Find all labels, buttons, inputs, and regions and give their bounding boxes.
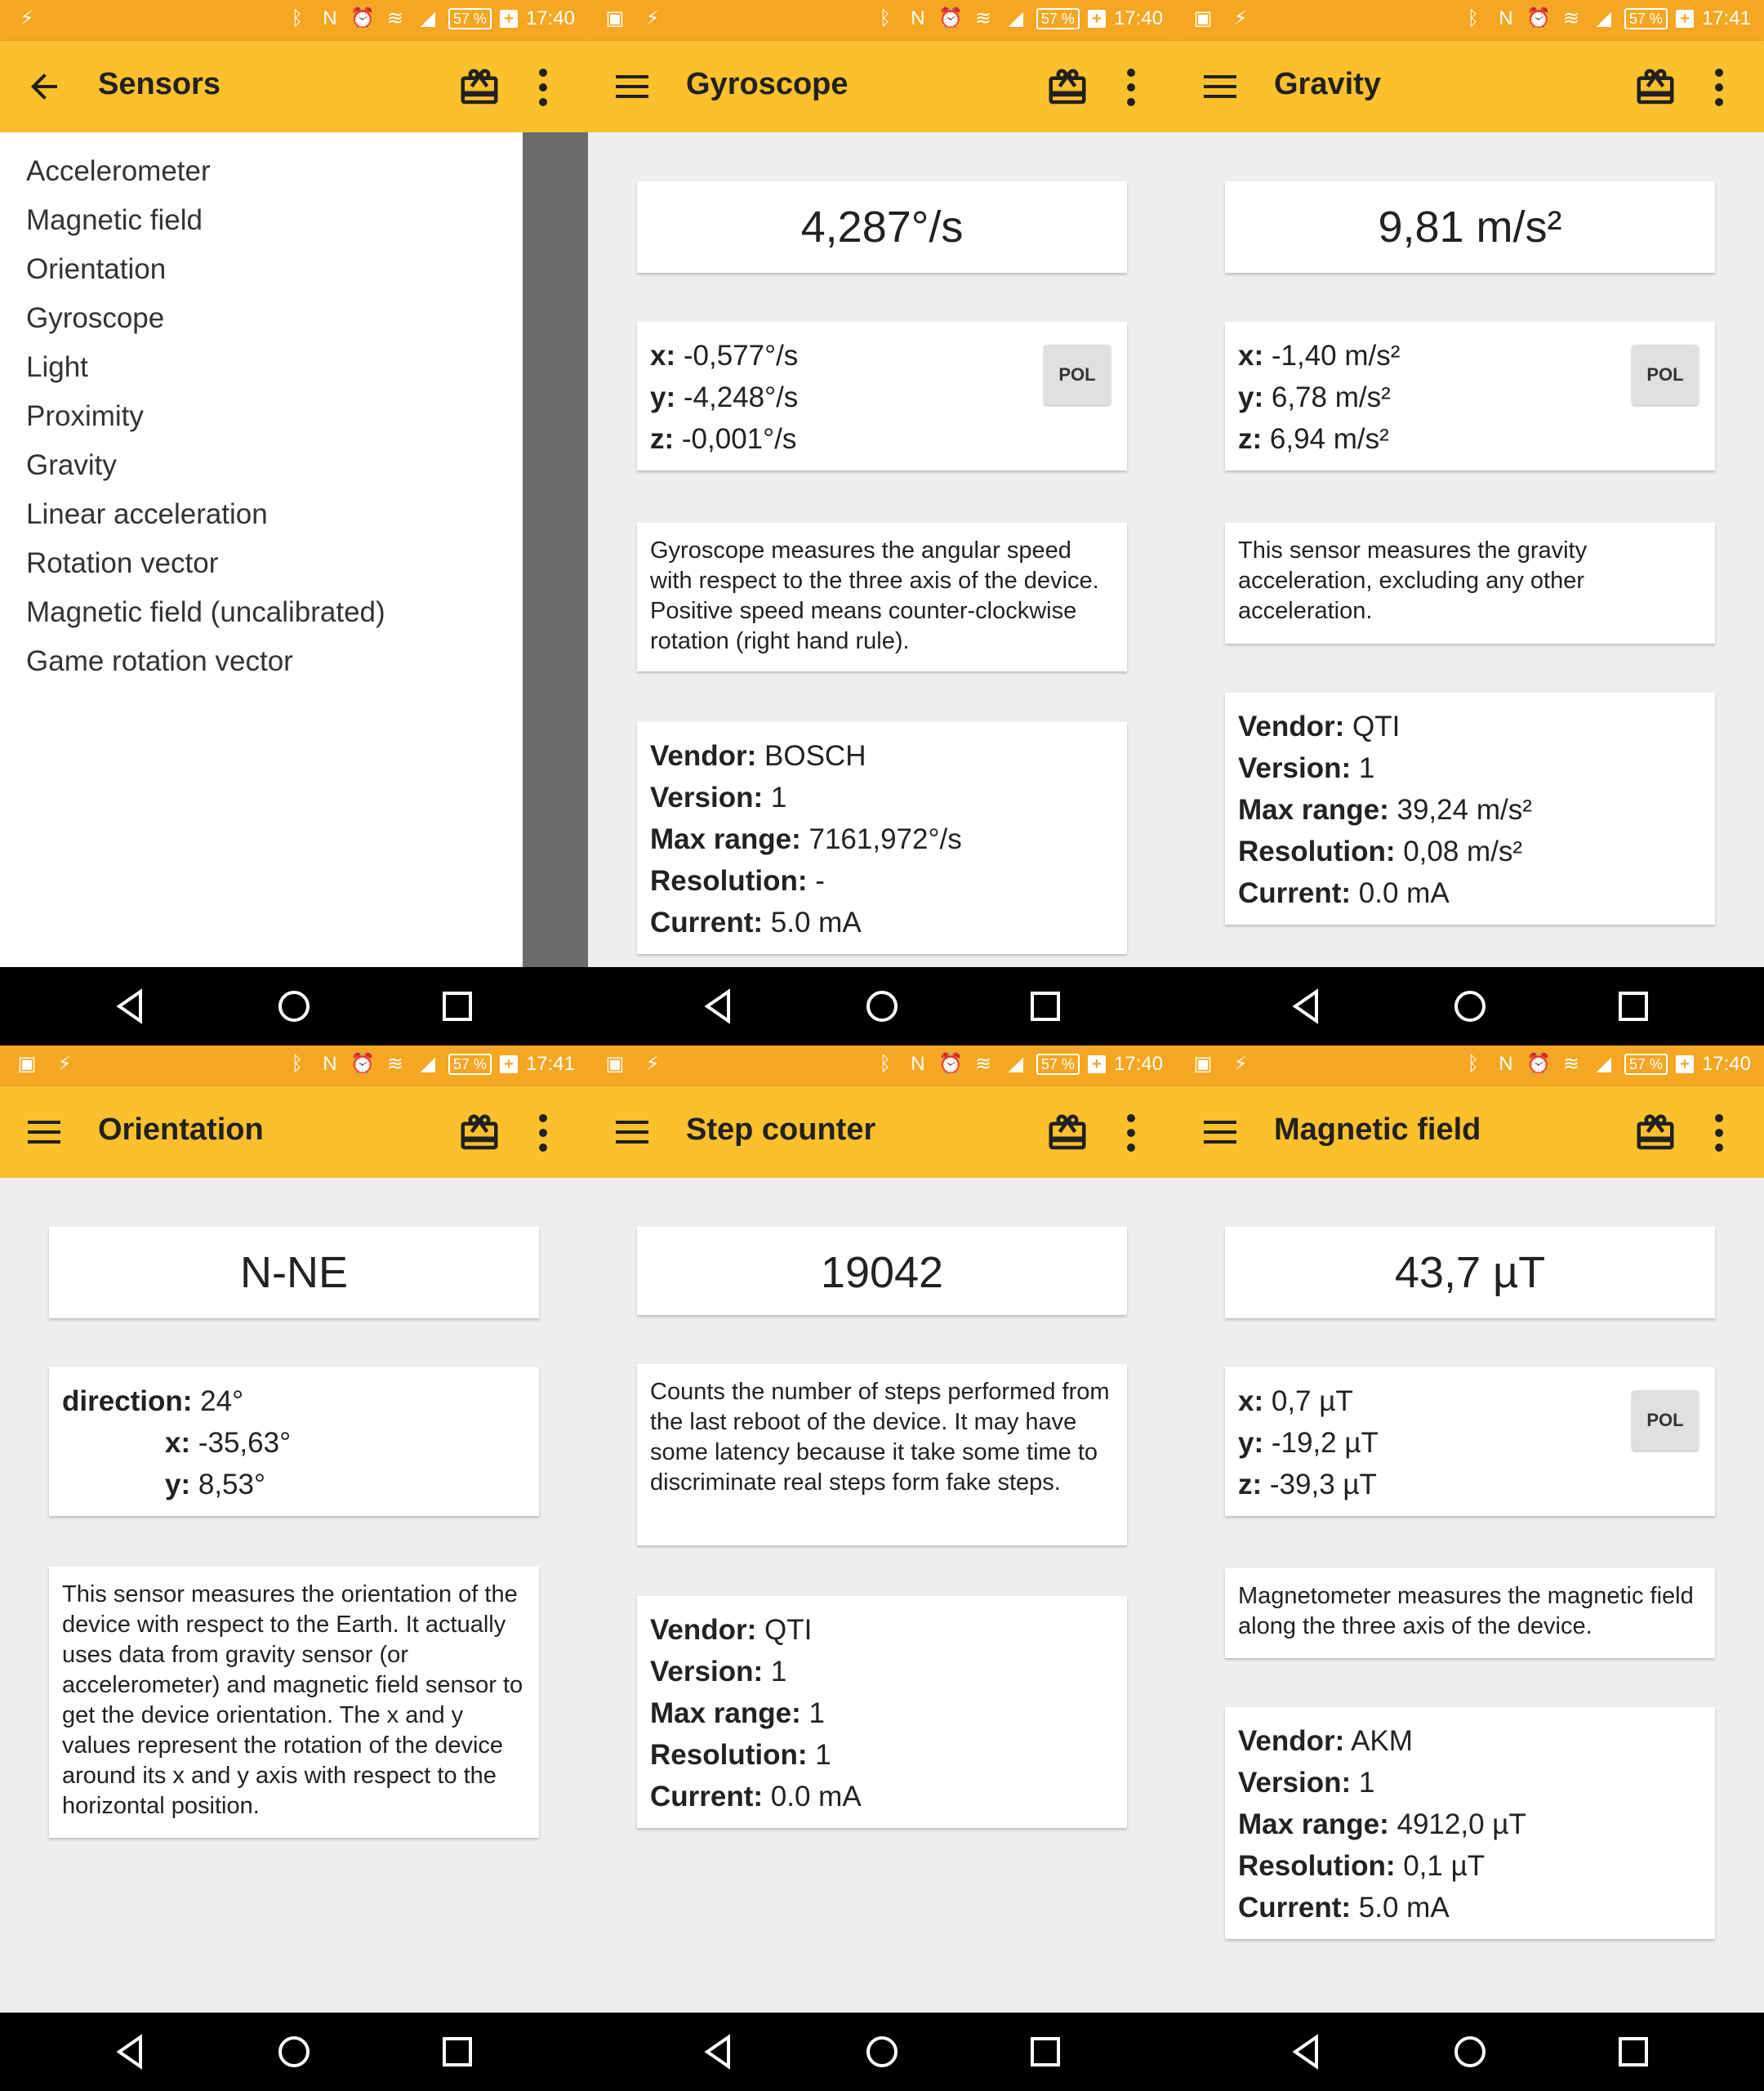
version-label: Version: [650,1656,764,1688]
gift-icon[interactable] [1633,65,1677,109]
current-label: Current: [650,907,764,938]
more-vert-icon[interactable] [1119,65,1143,109]
value-card [637,1227,1127,1315]
battery-plus-icon: + [500,10,518,28]
current-row [1238,872,1702,914]
screen-gyroscope [588,0,1176,1046]
axis-z-label: z: [650,423,675,455]
max-range-value: 4912,0 µT [1388,1808,1526,1840]
sensor-description: Gyroscope measures the angular speed with respect to the three axis of the device. Positive speed means counter-clockwise rotation (right hand rule). [650,537,1099,654]
more-vert-icon[interactable] [531,1111,555,1155]
resolution-row [1238,831,1702,872]
page-title: Gyroscope [686,67,849,101]
wifi-icon: ≋ [974,7,991,29]
value-card [49,1227,539,1318]
drawer-item-game-rotation-vector[interactable]: Game rotation vector [26,645,293,677]
drawer-item-rotation-vector[interactable]: Rotation vector [26,547,219,579]
sensor-value: 9,81 m/s² [1378,203,1562,252]
wifi-icon: ≋ [974,1053,991,1075]
app-bar [588,41,1176,132]
axis-card [49,1367,539,1516]
axis-x-value: 0,7 µT [1263,1385,1353,1417]
resolution-row [650,860,1114,902]
bluetooth-icon: ᛒ [879,1053,892,1075]
resolution-label: Resolution: [1238,836,1396,867]
status-bar [1176,1046,1764,1086]
version-value: 1 [763,1656,787,1688]
drawer-item-proximity[interactable]: Proximity [26,400,144,432]
system-nav-bar [1176,967,1764,1046]
clock: 17:40 [525,7,575,29]
alarm-icon: ⏰ [1526,1053,1551,1075]
current-label: Current: [650,1781,764,1812]
max-range-row [1238,1803,1702,1845]
axis-y-value: -4,248°/s [675,381,799,413]
status-bar [0,1046,588,1086]
alarm-icon: ⏰ [350,7,375,29]
nfc-icon: Ν [911,1053,925,1075]
max-range-label: Max range: [1238,794,1389,826]
axis-x-label: x: [650,340,676,372]
app-bar [0,1086,588,1178]
pol-button[interactable]: POL [1044,345,1111,405]
nfc-icon: Ν [1499,7,1513,29]
bolt-icon: ⚡ [1233,7,1248,29]
more-vert-icon[interactable] [1119,1111,1143,1155]
battery-indicator: 57 % [448,1054,492,1075]
bluetooth-icon: ᛒ [1467,1053,1480,1075]
drawer-item-magnetic-field-uncalibrated[interactable]: Magnetic field (uncalibrated) [26,596,385,628]
app-bar [1176,41,1764,132]
resolution-label: Resolution: [650,865,808,897]
nav-back-icon[interactable] [1287,2032,1326,2071]
wifi-icon: ≋ [1562,7,1579,29]
value-card [637,181,1127,273]
status-bar [1176,0,1764,41]
system-nav-bar [0,967,588,1046]
bolt-icon: ⚡ [645,1053,660,1075]
bluetooth-icon: ᛒ [1467,7,1480,29]
drawer-item-orientation[interactable]: Orientation [26,253,167,285]
nav-back-icon[interactable] [1287,987,1326,1026]
status-bar [0,0,588,41]
axis-card [1225,322,1715,470]
resolution-value: 0,1 µT [1395,1850,1486,1882]
nav-recents-icon[interactable] [1026,2032,1065,2071]
description-card [637,523,1127,671]
vendor-label: Vendor: [1238,711,1345,742]
version-row [1238,747,1702,789]
vendor-label: Vendor: [1238,1725,1345,1757]
max-range-value: 39,24 m/s² [1388,794,1532,826]
vendor-label: Vendor: [650,1614,757,1646]
nav-home-icon[interactable] [862,987,902,1026]
version-value: 1 [763,782,787,814]
axis-x-label: x: [1238,1385,1264,1417]
max-range-value: 7161,972°/s [800,823,962,855]
battery-plus-icon: + [1088,10,1106,28]
image-icon: ▣ [1193,1053,1213,1075]
sensor-info-card [1225,1707,1715,1939]
axis-y-value: 6,78 m/s² [1263,381,1391,413]
current-value: 0.0 mA [1351,877,1450,909]
resolution-value: 1 [807,1739,831,1771]
direction-label: direction: [62,1385,193,1417]
axis-z-row [650,418,1114,460]
bolt-icon: ⚡ [57,1053,72,1075]
axis-x-label: x: [1238,340,1264,372]
max-range-row [1238,789,1702,831]
description-card [1225,523,1715,644]
description-card [1225,1568,1715,1658]
max-range-label: Max range: [650,823,801,855]
system-nav-bar [0,2013,588,2091]
battery-indicator: 57 % [1036,8,1080,29]
alarm-icon: ⏰ [1526,7,1551,29]
axis-z-row [1238,1464,1702,1505]
page-title: Step counter [686,1112,876,1147]
axis-y-value: -19,2 µT [1263,1427,1379,1459]
nav-recents-icon[interactable] [1026,987,1065,1026]
nav-home-icon[interactable] [274,987,314,1026]
version-label: Version: [1238,1767,1352,1799]
battery-indicator: 57 % [1036,1054,1080,1075]
menu-icon[interactable] [612,1112,652,1152]
vendor-row [650,1609,1114,1651]
nfc-icon: Ν [323,1053,337,1075]
menu-icon[interactable] [1200,67,1240,106]
gift-icon[interactable] [1045,1111,1089,1155]
resolution-row [1238,1845,1702,1887]
current-label: Current: [1238,1892,1352,1924]
resolution-label: Resolution: [1238,1850,1396,1882]
max-range-row [650,1692,1114,1734]
signal-icon: ◢ [1008,7,1024,29]
page-title: Orientation [98,1112,264,1147]
screen-sensors [0,0,588,1046]
current-value: 5.0 mA [763,907,862,938]
wifi-icon: ≋ [386,7,403,29]
description-card [637,1364,1127,1545]
battery-plus-icon: + [1676,10,1694,28]
sensor-content [588,1178,1176,2013]
sensor-content [1176,1178,1764,2013]
axis-y-label: y: [1238,1427,1264,1459]
axis-z-value: -0,001°/s [674,423,797,455]
nav-back-icon[interactable] [699,2032,738,2071]
bluetooth-icon: ᛒ [291,7,304,29]
vendor-value: AKM [1344,1725,1413,1757]
version-row [650,1651,1114,1692]
version-label: Version: [650,782,764,814]
axis-x-value: -1,40 m/s² [1263,340,1401,372]
app-bar [588,1086,1176,1178]
sensor-value: 43,7 µT [1394,1248,1546,1297]
version-row [650,777,1114,818]
clock: 17:40 [1701,1053,1751,1075]
system-nav-bar [1176,2013,1764,2091]
resolution-label: Resolution: [650,1739,808,1771]
drawer-item-gravity[interactable]: Gravity [26,449,117,481]
battery-plus-icon: + [1088,1055,1106,1073]
resolution-value: 0,08 m/s² [1395,836,1523,867]
vendor-row [1238,706,1702,747]
status-bar [588,1046,1176,1086]
nfc-icon: Ν [911,7,925,29]
vendor-row [650,735,1114,777]
clock: 17:41 [1701,7,1751,29]
sensor-description: This sensor measures the gravity acceleration, excluding any other acceleration. [1238,537,1588,624]
axis-y-value: 8,53° [190,1469,265,1500]
sensor-info-card [1225,693,1715,925]
gift-icon[interactable] [457,65,501,109]
description-card [49,1567,539,1838]
nfc-icon: Ν [323,7,337,29]
axis-z-value: 6,94 m/s² [1262,423,1389,455]
sensor-info-card [637,1596,1127,1828]
image-icon: ▣ [605,1053,625,1075]
signal-icon: ◢ [1596,1053,1612,1075]
value-card [1225,1227,1715,1318]
signal-icon: ◢ [1596,7,1612,29]
vendor-value: BOSCH [756,740,866,772]
nav-recents-icon[interactable] [438,2032,477,2071]
nav-back-icon[interactable] [111,987,150,1026]
current-value: 0.0 mA [763,1781,862,1812]
clock: 17:40 [1113,7,1163,29]
current-row [650,1776,1114,1817]
direction-value: 24° [192,1385,244,1417]
image-icon: ▣ [17,1053,37,1075]
current-row [650,902,1114,943]
vendor-value: QTI [1344,711,1401,742]
bolt-icon: ⚡ [20,7,34,29]
sensor-description: This sensor measures the orientation of the device with respect to the Earth. It actually uses data from gravity sensor (or accelerometer) and magnetic field sensor to get the device orientation. The x and y values represent the rotation of the device around its x and y axis with respect to the horizontal position. [62,1581,523,1819]
signal-icon: ◢ [420,7,436,29]
more-vert-icon[interactable] [1707,1111,1731,1155]
screen-step-counter [588,1046,1176,2091]
resolution-row [650,1734,1114,1776]
sensor-content [588,132,1176,967]
page-title: Magnetic field [1274,1112,1481,1147]
nav-recents-icon[interactable] [1614,987,1653,1026]
bluetooth-icon: ᛒ [879,7,892,29]
axis-x-value: -35,63° [190,1427,292,1459]
sensor-description: Magnetometer measures the magnetic field along the three axis of the device. [1238,1583,1694,1639]
axis-y-label: y: [165,1469,191,1500]
system-nav-bar [588,967,1176,1046]
max-range-label: Max range: [1238,1808,1389,1840]
menu-icon[interactable] [24,1112,64,1152]
drawer-item-light[interactable]: Light [26,351,88,383]
pol-button[interactable]: POL [1632,1390,1699,1451]
menu-icon[interactable] [1200,1112,1240,1152]
screen-orientation [0,1046,588,2091]
axis-card [637,322,1127,470]
nav-recents-icon[interactable] [438,987,477,1026]
battery-plus-icon: + [1676,1055,1694,1073]
current-row [1238,1887,1702,1928]
screen-magnetic-field [1176,1046,1764,2091]
nav-back-icon[interactable] [699,987,738,1026]
screen-gravity [1176,0,1764,1046]
max-range-row [650,818,1114,860]
nav-back-icon[interactable] [111,2032,150,2071]
nav-recents-icon[interactable] [1614,2032,1653,2071]
direction-row [62,1380,526,1422]
axis-y-label: y: [650,381,676,413]
current-value: 5.0 mA [1351,1892,1450,1924]
status-bar [588,0,1176,41]
resolution-value: - [807,865,825,897]
sensor-value: 4,287°/s [800,203,964,252]
version-value: 1 [1351,1767,1375,1799]
nav-home-icon[interactable] [1450,2032,1490,2071]
axis-x-value: -0,577°/s [675,340,799,372]
value-card [1225,181,1715,273]
more-vert-icon[interactable] [1707,65,1731,109]
axis-z-label: z: [1238,1469,1263,1500]
wifi-icon: ≋ [1562,1053,1579,1075]
axis-z-row [1238,418,1702,460]
axis-z-value: -39,3 µT [1262,1469,1377,1500]
current-label: Current: [1238,877,1352,909]
page-title: Gravity [1274,67,1381,101]
nav-home-icon[interactable] [862,2032,902,2071]
vendor-value: QTI [756,1614,813,1646]
alarm-icon: ⏰ [350,1053,375,1075]
battery-indicator: 57 % [1624,8,1668,29]
more-vert-icon[interactable] [531,65,555,109]
axis-y-label: y: [1238,381,1264,413]
sensor-value: N-NE [240,1248,348,1297]
nav-home-icon[interactable] [274,2032,314,2071]
sensor-content [1176,132,1764,967]
alarm-icon: ⏰ [938,7,963,29]
battery-plus-icon: + [500,1055,518,1073]
max-range-value: 1 [800,1697,825,1729]
nav-home-icon[interactable] [1450,987,1490,1026]
axis-x-label: x: [165,1427,191,1459]
page-title: Sensors [98,67,220,101]
bolt-icon: ⚡ [1233,1053,1248,1075]
gift-icon[interactable] [457,1111,501,1155]
vendor-label: Vendor: [650,740,757,772]
gift-icon[interactable] [1045,65,1089,109]
image-icon: ▣ [605,7,625,29]
sensor-info-card [637,722,1127,954]
pol-button[interactable]: POL [1632,345,1699,405]
axis-y-row [62,1464,526,1505]
sensor-drawer [0,132,523,967]
version-label: Version: [1238,752,1352,784]
clock: 17:40 [1113,1053,1163,1075]
drawer-scrim[interactable] [523,132,588,967]
app-bar [1176,1086,1764,1178]
axis-x-row [62,1422,526,1464]
drawer-item-linear-acceleration[interactable]: Linear acceleration [26,498,268,530]
axis-z-label: z: [1238,423,1263,455]
clock: 17:41 [525,1053,575,1075]
vendor-row [1238,1720,1702,1762]
gift-icon[interactable] [1633,1111,1677,1155]
version-value: 1 [1351,752,1375,784]
sensor-value: 19042 [820,1248,944,1297]
nfc-icon: Ν [1499,1053,1513,1075]
signal-icon: ◢ [420,1053,436,1075]
drawer-item-magnetic-field[interactable]: Magnetic field [26,204,203,236]
arrow-back-icon[interactable] [24,67,64,106]
wifi-icon: ≋ [386,1053,403,1075]
axis-card [1225,1367,1715,1516]
app-bar [0,41,588,132]
battery-indicator: 57 % [448,8,492,29]
max-range-label: Max range: [650,1697,801,1729]
version-row [1238,1762,1702,1803]
bolt-icon: ⚡ [645,7,660,29]
sensor-description: Counts the number of steps performed from the last reboot of the device. It may have some latency because it take some time to discriminate real steps form fake steps. [650,1379,1110,1496]
drawer-item-accelerometer[interactable]: Accelerometer [26,155,211,187]
drawer-item-gyroscope[interactable]: Gyroscope [26,302,165,334]
menu-icon[interactable] [612,67,652,106]
sensor-content [0,1178,588,2013]
battery-indicator: 57 % [1624,1054,1668,1075]
system-nav-bar [588,2013,1176,2091]
bluetooth-icon: ᛒ [291,1053,304,1075]
image-icon: ▣ [1193,7,1213,29]
alarm-icon: ⏰ [938,1053,963,1075]
signal-icon: ◢ [1008,1053,1024,1075]
